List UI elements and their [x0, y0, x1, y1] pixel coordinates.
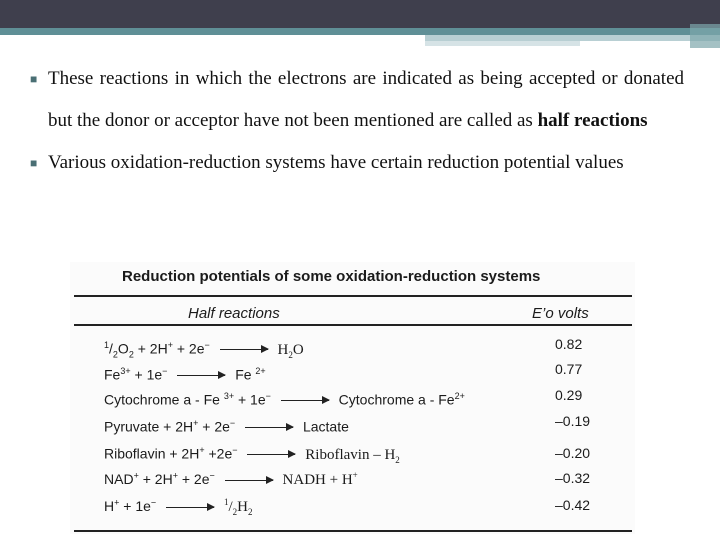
title-bar-decoration [0, 0, 720, 28]
bullet-item [30, 58, 684, 142]
arrow-icon [166, 507, 214, 508]
potential-value: –0.42 [555, 497, 591, 513]
arrow-icon [220, 349, 268, 350]
arrow-icon [225, 480, 273, 481]
reaction-iron: $Fe^{3+} + 1e^-$ Fe $^{2+}$ [104, 366, 266, 383]
potential-value: –0.19 [555, 413, 591, 429]
table-rule [74, 295, 632, 297]
reaction-nad: NAD+ + 2H+ + 2e− NADH + H+ [104, 470, 358, 488]
table-rule [74, 530, 632, 532]
column-header-volts: E’o volts [532, 305, 589, 322]
arrow-icon [245, 427, 293, 428]
bullet-item [30, 142, 684, 184]
potential-value: –0.20 [555, 445, 591, 461]
potential-value: 0.82 [555, 336, 583, 352]
reduction-potentials-table [70, 262, 635, 534]
reaction-pyruvate: Pyruvate + 2H+ + 2e− Lactate [104, 418, 349, 435]
column-header-half-reactions: Half reactions [188, 305, 280, 322]
bullet-text: Various oxidation-reduction systems have certain reduction potential values [48, 152, 624, 173]
potential-value: –0.32 [555, 470, 591, 486]
reaction-cytochrome: Cytochrome a - Fe $^{3+}$ + 1e− Cytochrome a - $Fe^{2+}$ [104, 391, 465, 408]
arrow-icon [281, 400, 329, 401]
reaction-riboflavin: Riboflavin + 2H+ +2e− Riboflavin – $H_2$ [104, 445, 400, 465]
potential-value: 0.77 [555, 361, 583, 377]
table-rule [74, 324, 632, 326]
bullet-bold-text: half reactions [537, 110, 648, 131]
bullet-text: These reactions in which the electrons are indicated as being accepted or donated but the donor or acceptor have not been mentioned are called as [48, 68, 684, 131]
reaction-hydrogen: H+ + 1e− $^1/_2H_2$ [104, 497, 253, 517]
reaction-oxygen: $^1/_2O_2 + 2H^+ + 2e^-$ $H_2O$ [104, 340, 304, 360]
corner-decoration [690, 24, 720, 48]
arrow-icon [177, 375, 225, 376]
accent-stripe-small [425, 41, 580, 46]
bullet-icon: ■ [30, 72, 38, 86]
potential-value: 0.29 [555, 387, 583, 403]
accent-band [0, 28, 720, 35]
table-title: Reduction potentials of some oxidation-reduction systems [122, 268, 541, 285]
arrow-icon [247, 454, 295, 455]
bullet-list [30, 58, 684, 184]
bullet-icon: ■ [30, 156, 38, 170]
